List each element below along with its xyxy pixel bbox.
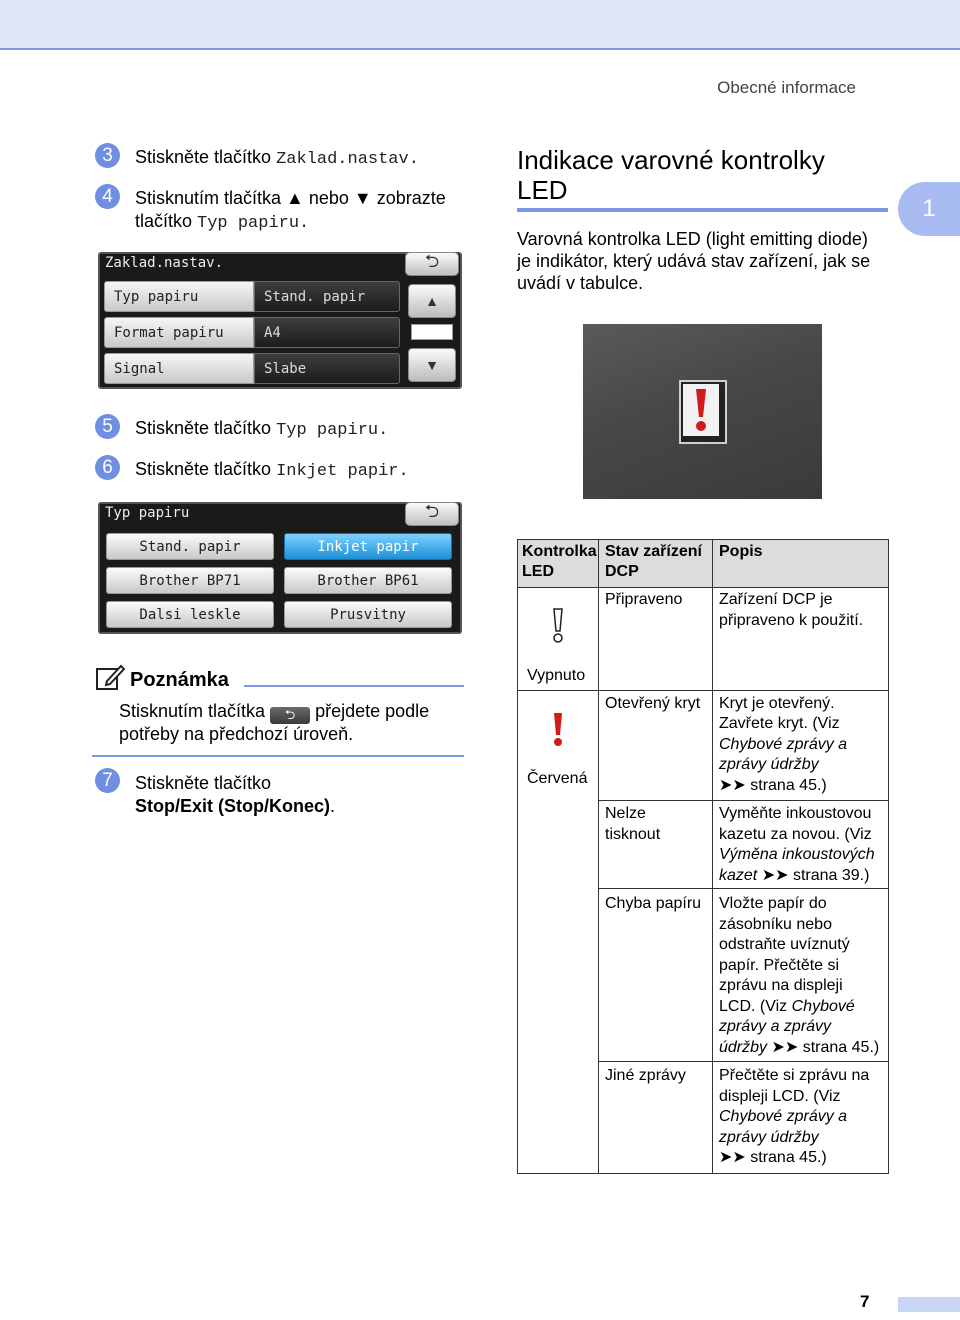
lcd1-back-button[interactable] xyxy=(405,252,459,276)
step-6-text xyxy=(135,458,409,483)
chapter-tab: 1 xyxy=(898,182,960,236)
note-line-1 xyxy=(119,700,429,724)
step-5-code: Typ papiru. xyxy=(276,421,389,440)
desc-noprint-2: kazetu za novou. (Viz xyxy=(719,826,872,843)
desc-paper-5: zprávu na displeji xyxy=(719,977,843,994)
lcd2-option[interactable]: Brother BP61 xyxy=(284,567,452,594)
step-6-label: Stiskněte tlačítko xyxy=(135,459,277,479)
th-led-2: LED xyxy=(522,563,554,580)
desc-paper-6a: LCD. (Viz xyxy=(719,998,792,1015)
lcd1-up-button[interactable] xyxy=(408,284,456,318)
th-state-2: DCP xyxy=(605,563,639,580)
page-number: 7 xyxy=(860,1292,870,1311)
step-4-line-1: Stisknutím tlačítka ▲ nebo ▼ zobrazte xyxy=(135,188,446,208)
step-number-3: 3 xyxy=(95,143,120,168)
back-arrow-icon: ⮌ xyxy=(424,501,440,521)
state-ready: Připraveno xyxy=(605,591,683,608)
led-off-label: Vypnuto xyxy=(527,667,586,684)
table-col-divider xyxy=(712,539,713,1174)
state-other: Jiné zprávy xyxy=(605,1067,686,1084)
step-5-text xyxy=(135,417,388,442)
desc-cover-3: Chybové zprávy a xyxy=(719,736,848,753)
section-para-line-3: uvádí v tabulce. xyxy=(517,273,644,293)
desc-paper-8-rest: ➤➤ strana 45.) xyxy=(767,1039,880,1056)
lcd1-row-label[interactable]: Format papiru xyxy=(104,317,254,348)
step-3-label: Stiskněte tlačítko xyxy=(135,147,277,167)
desc-noprint-4 xyxy=(719,866,869,887)
running-header: Obecné informace xyxy=(717,78,856,97)
table-row-divider xyxy=(599,800,889,801)
lcd2-option[interactable]: Stand. papir xyxy=(106,533,274,560)
desc-paper-7: zprávy a zprávy xyxy=(719,1018,832,1035)
step-7-line-2 xyxy=(135,795,335,818)
note-title: Poznámka xyxy=(130,669,229,691)
th-desc: Popis xyxy=(719,543,763,560)
desc-noprint-4-italic: kazet xyxy=(719,867,758,884)
desc-paper-2: zásobníku nebo xyxy=(719,916,832,933)
note-text-a: Stisknutím tlačítka xyxy=(119,701,266,721)
lcd2-option[interactable]: Dalsi leskle xyxy=(106,601,274,628)
lcd1-row-label[interactable]: Typ papiru xyxy=(104,281,254,312)
note-text-b: přejdete podle xyxy=(315,701,430,721)
step-number-5: 5 xyxy=(95,414,120,439)
table-row-divider xyxy=(517,690,599,691)
state-noprint-1: Nelze xyxy=(605,805,646,822)
note-line-2: potřeby na předchozí úroveň. xyxy=(119,724,354,744)
desc-paper-3: odstraňte uvíznutý xyxy=(719,936,850,953)
step-number-7: 7 xyxy=(95,768,120,793)
th-state-1: Stav zařízení xyxy=(605,543,702,560)
step-number-4: 4 xyxy=(95,184,120,209)
lcd1-row-value[interactable]: A4 xyxy=(254,317,400,348)
exclamation-red-icon xyxy=(689,387,713,435)
state-paper: Chyba papíru xyxy=(605,895,702,912)
desc-paper-6 xyxy=(719,997,855,1018)
section-title-line-2: LED xyxy=(517,175,568,205)
up-arrow-icon: ▲ xyxy=(425,293,439,309)
desc-noprint-3: Výměna inkoustových xyxy=(719,846,875,863)
desc-other-3: Chybové zprávy a xyxy=(719,1108,848,1125)
section-para-line-2: je indikátor, který udává stav zařízení, jak se xyxy=(517,251,871,271)
table-col-divider xyxy=(598,539,599,1174)
table-border-top xyxy=(517,539,889,540)
lcd1-scrollbar[interactable] xyxy=(411,324,453,340)
state-cover: Otevřený kryt xyxy=(605,695,701,712)
desc-ready-2: připraveno k použití. xyxy=(719,612,864,629)
back-button-icon: ⮌ xyxy=(270,707,310,724)
desc-other-4: zprávy údržby xyxy=(719,1129,819,1146)
desc-cover-1: Kryt je otevřený. xyxy=(719,695,835,712)
table-row-divider xyxy=(517,587,889,588)
page-number-bar xyxy=(898,1297,960,1312)
desc-noprint-4-rest: ➤➤ strana 39.) xyxy=(757,867,870,884)
lcd2-option[interactable]: Brother BP71 xyxy=(106,567,274,594)
step-7-end: . xyxy=(330,796,336,816)
state-noprint-2: tisknout xyxy=(605,826,661,843)
lcd2-option-selected[interactable]: Inkjet papir xyxy=(284,533,452,560)
lcd1-down-button[interactable] xyxy=(408,348,456,382)
table-row-divider xyxy=(599,1061,889,1062)
lcd2-option[interactable]: Prusvitny xyxy=(284,601,452,628)
top-banner xyxy=(0,0,960,50)
lcd2-title: Typ papiru xyxy=(105,505,190,521)
down-arrow-icon: ▼ xyxy=(425,357,439,373)
desc-other-5: ➤➤ strana 45.) xyxy=(719,1149,827,1166)
step-3-text xyxy=(135,146,419,171)
table-border-right xyxy=(888,539,889,1174)
step-3-code: Zaklad.nastav. xyxy=(276,150,419,169)
desc-paper-1: Vložte papír do xyxy=(719,895,827,912)
section-para-line-1: Varovná kontrolka LED (light emitting diode) xyxy=(517,229,868,249)
table-border-left xyxy=(517,539,518,1174)
desc-paper-8-italic: údržby xyxy=(719,1039,768,1056)
step-4-label: tlačítko xyxy=(135,211,198,231)
step-7-button: Stop/Exit (Stop/Konec) xyxy=(135,796,330,816)
desc-paper-8 xyxy=(719,1038,879,1059)
step-5-label: Stiskněte tlačítko xyxy=(135,418,277,438)
note-rule-top xyxy=(244,685,464,687)
th-led-1: Kontrolka xyxy=(522,543,597,560)
table-row-divider xyxy=(599,888,889,889)
step-number-6: 6 xyxy=(95,455,120,480)
desc-other-2: displeji LCD. (Viz xyxy=(719,1088,841,1105)
desc-cover-2: Zavřete kryt. (Viz xyxy=(719,715,840,732)
section-rule xyxy=(517,208,888,212)
table-row-divider xyxy=(599,690,889,691)
section-title-line-1: Indikace varovné kontrolky xyxy=(517,145,825,175)
desc-paper-4: papír. Přečtěte si xyxy=(719,957,840,974)
lcd1-row-value[interactable]: Slabe xyxy=(254,353,400,384)
lcd1-title: Zaklad.nastav. xyxy=(105,255,224,271)
step-6-code: Inkjet papir. xyxy=(276,462,409,481)
back-arrow-icon: ⮌ xyxy=(424,251,440,271)
led-red-label: Červená xyxy=(527,770,588,787)
lcd1-row-value[interactable]: Stand. papir xyxy=(254,281,400,312)
step-7-line-1: Stiskněte tlačítko xyxy=(135,773,272,793)
desc-cover-4: zprávy údržby xyxy=(719,756,819,773)
exclamation-outline-icon xyxy=(550,608,566,644)
lcd2-back-button[interactable] xyxy=(405,502,459,526)
table-border-bottom xyxy=(517,1173,889,1174)
desc-cover-5: ➤➤ strana 45.) xyxy=(719,777,827,794)
exclamation-red-icon xyxy=(550,712,566,748)
step-4-line-2 xyxy=(135,210,309,235)
step-4-code: Typ papiru. xyxy=(197,214,310,233)
note-pencil-icon xyxy=(95,663,125,691)
desc-other-1: Přečtěte si zprávu na xyxy=(719,1067,870,1084)
desc-paper-6b: Chybové xyxy=(791,998,855,1015)
desc-ready-1: Zařízení DCP je xyxy=(719,591,833,608)
lcd1-row-label[interactable]: Signal xyxy=(104,353,254,384)
desc-noprint-1: Vyměňte inkoustovou xyxy=(719,805,872,822)
note-rule-bottom xyxy=(92,755,464,757)
